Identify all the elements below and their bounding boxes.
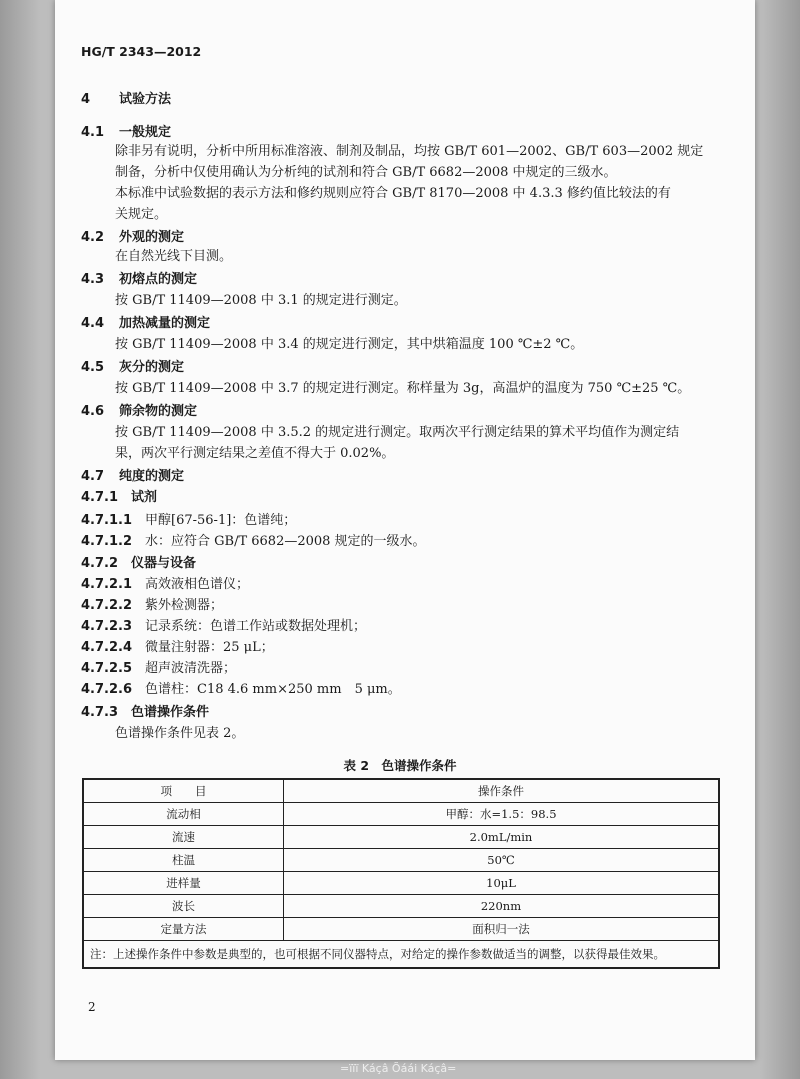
numbered-item [81,534,426,550]
footer-text: =ïïï Káçâ Õáái Káçâ= [340,1062,457,1075]
chromatography-conditions-table [82,778,720,969]
section-number: 4 [81,92,91,107]
table-row [83,803,719,826]
section-number: 4.7.2.3 [81,619,132,634]
parameter-value: 10μL [284,872,720,895]
section-number: 4.4 [81,316,105,331]
item-text: 微量注射器：25 μL； [145,640,274,655]
body-text-line: 除非另有说明，分析中所用标准溶液、制剂及制品，均按 GB/T 601—2002、GB/T 603—2002 规定 [115,144,704,159]
table-row [83,895,719,918]
section-title: 灰分的测定 [119,360,185,375]
body-text-line: 按 GB/T 11409—2008 中 3.5.2 的规定进行测定。取两次平行测定结果的算术平均值作为测定结 [115,425,680,440]
table-note: 注：上述操作条件中参数是典型的，也可根据不同仪器特点，对给定的操作参数做适当的调整，以获得最佳效果。 [83,941,719,969]
item-text: 紫外检测器； [145,598,224,613]
body-text-line: 本标准中试验数据的表示方法和修约规则应符合 GB/T 8170—2008 中 4.3.3 修约值比较法的有 [115,186,671,201]
section-number: 4.7.2.4 [81,640,132,655]
section-heading [81,556,196,572]
parameter-name: 柱温 [83,849,284,872]
section-title: 试剂 [131,490,158,505]
parameter-value: 50℃ [284,849,720,872]
section-number: 4.7.2.1 [81,577,132,592]
section-heading [81,92,171,108]
body-text-line: 果，两次平行测定结果之差值不得大于 0.02%。 [115,446,395,461]
parameter-name: 波长 [83,895,284,918]
parameter-name: 定量方法 [83,918,284,941]
table-row [83,918,719,941]
section-number: 4.7.2.6 [81,682,132,697]
numbered-item [81,619,366,635]
section-title: 试验方法 [119,92,172,107]
section-title: 纯度的测定 [119,469,185,484]
page-number: 2 [88,1000,96,1014]
table-row [83,872,719,895]
section-title: 色谱操作条件 [131,705,210,720]
parameter-name: 流速 [83,826,284,849]
section-number: 4.7.1 [81,490,119,505]
section-heading [81,125,171,141]
section-heading [81,404,197,420]
table-note-row [83,941,719,969]
section-number: 4.1 [81,125,105,140]
section-heading [81,272,197,288]
item-text: 高效液相色谱仪； [145,577,250,592]
item-text: 甲醇[67-56-1]：色谱纯； [145,513,297,528]
section-number: 4.7.2 [81,556,119,571]
numbered-item [81,640,274,656]
section-number: 4.7.1.1 [81,513,132,528]
parameter-name: 进样量 [83,872,284,895]
body-text-line: 关规定。 [115,207,168,222]
section-number: 4.7 [81,469,105,484]
body-text-line: 制备，分析中仅使用确认为分析纯的试剂和符合 GB/T 6682—2008 中规定的三级水。 [115,165,617,180]
body-text-line: 色谱操作条件见表 2。 [115,726,245,741]
numbered-item [81,661,236,677]
section-heading [81,360,184,376]
body-text-line: 按 GB/T 11409—2008 中 3.4 的规定进行测定，其中烘箱温度 100 ℃±2 ℃。 [115,337,584,352]
numbered-item [81,682,401,698]
table-row [83,826,719,849]
section-number: 4.3 [81,272,105,287]
table-title: 表 2 色谱操作条件 [343,758,457,773]
item-text: 记录系统：色谱工作站或数据处理机； [145,619,367,634]
item-text: 超声波清洗器； [145,661,237,676]
parameter-value: 面积归一法 [284,918,720,941]
item-text: 色谱柱：C18 4.6 mm×250 mm 5 μm。 [145,682,401,697]
numbered-item [81,598,223,614]
item-text: 水：应符合 GB/T 6682—2008 规定的一级水。 [145,534,426,549]
section-heading [81,469,184,485]
body-text-line: 在自然光线下目测。 [115,249,233,264]
body-text-line: 按 GB/T 11409—2008 中 3.1 的规定进行测定。 [115,293,407,308]
table-header-item: 项 目 [83,779,284,803]
section-number: 4.7.1.2 [81,534,132,549]
parameter-value: 2.0mL/min [284,826,720,849]
section-title: 筛余物的测定 [119,404,198,419]
section-title: 初熔点的测定 [119,272,198,287]
section-heading [81,230,184,246]
numbered-item [81,577,249,593]
section-heading [81,705,209,721]
section-number: 4.7.3 [81,705,119,720]
section-title: 一般规定 [119,125,172,140]
section-title: 仪器与设备 [131,556,197,571]
section-number: 4.7.2.2 [81,598,132,613]
section-title: 加热减量的测定 [119,316,211,331]
document-code: HG/T 2343—2012 [81,44,202,59]
section-title: 外观的测定 [119,230,185,245]
numbered-item [81,513,296,529]
parameter-value: 220nm [284,895,720,918]
body-text-line: 按 GB/T 11409—2008 中 3.7 的规定进行测定。称样量为 3g，高温炉的温度为 750 ℃±25 ℃。 [115,381,691,396]
section-heading [81,490,157,506]
parameter-name: 流动相 [83,803,284,826]
table-header-row [83,779,719,803]
table-row [83,849,719,872]
section-number: 4.6 [81,404,105,419]
section-number: 4.2 [81,230,105,245]
section-number: 4.5 [81,360,105,375]
parameter-value: 甲醇：水=1.5：98.5 [284,803,720,826]
table-header-condition: 操作条件 [284,779,720,803]
section-number: 4.7.2.5 [81,661,132,676]
section-heading [81,316,210,332]
